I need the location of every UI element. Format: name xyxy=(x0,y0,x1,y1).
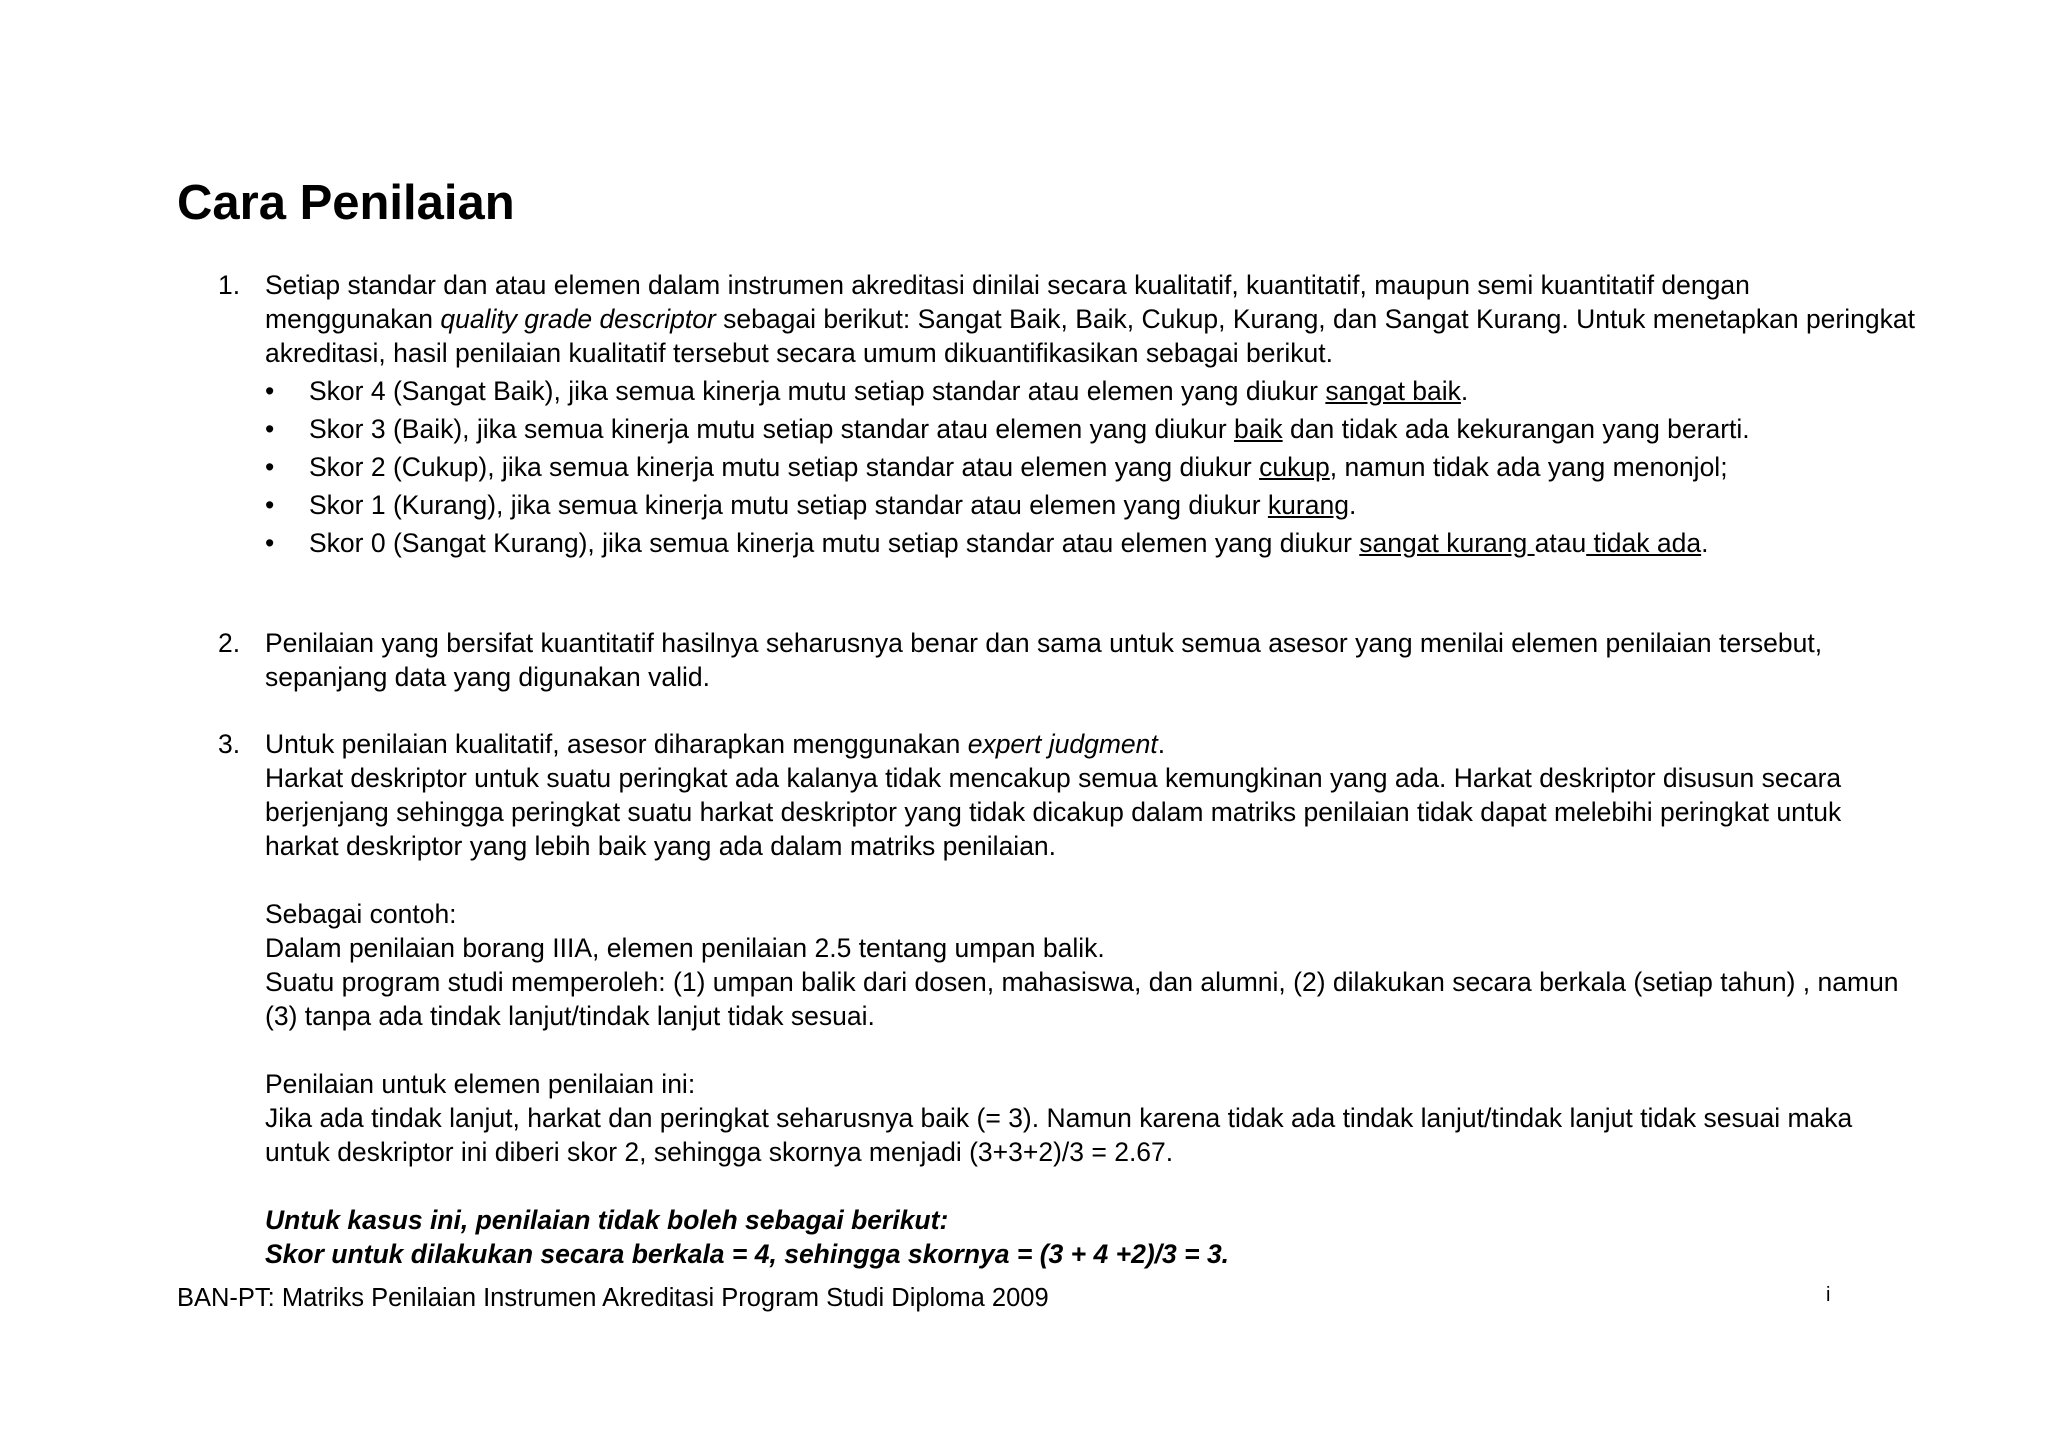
list-item-1 xyxy=(218,268,1918,564)
item-paragraph: Setiap standar dan atau elemen dalam instrumen akreditasi dinilai secara kualitatif, kuantitatif, maupun semi kuantitatif dengan menggunakan quality grade descriptor sebagai berikut: Sangat Baik, Baik, Cukup, Kurang, dan Sangat Kurang. Untuk menetapkan peringkat akreditasi, hasil penilaian kualitatif tersebut secara umum dikuantifikasikan sebagai berikut. xyxy=(265,270,1915,368)
bullet-icon: • xyxy=(265,376,275,406)
assessment-heading: Penilaian untuk elemen penilaian ini: xyxy=(265,1069,696,1099)
example-line: Suatu program studi memperoleh: (1) umpan balik dari dosen, mahasiswa, dan alumni, (2) dilakukan secara berkala (setiap tahun) , namun (3) tanpa ada tindak lanjut/tindak lanjut tidak sesuai. xyxy=(265,967,1899,1031)
bullet-icon: • xyxy=(265,528,275,558)
assessment-line: Jika ada tindak lanjut, harkat dan peringkat seharusnya baik (= 3). Namun karena tidak ada tindak lanjut/tindak lanjut tidak sesuai maka untuk deskriptor ini diberi skor 2, sehingga skornya menjadi (3+3+2)/3 = 2.67. xyxy=(265,1103,1853,1167)
item-number: 1. xyxy=(218,270,241,300)
score-item-2: • Skor 2 (Cukup), jika semua kinerja mutu setiap standar atau elemen yang diukur cukup, namun tidak ada yang menonjol; xyxy=(265,452,1728,482)
item-body: Penilaian yang bersifat kuantitatif hasilnya seharusnya benar dan sama untuk semua asesor yang menilai elemen penilaian tersebut, sepanjang data yang digunakan valid. xyxy=(265,628,1823,692)
item-body xyxy=(265,268,1918,560)
score-item-0: • Skor 0 (Sangat Kurang), jika semua kinerja mutu setiap standar atau elemen yang diukur sangat kurang atau tidak ada. xyxy=(265,528,1709,558)
score-list xyxy=(265,374,1918,560)
example-heading: Sebagai contoh: xyxy=(265,899,457,929)
score-item-4: • Skor 4 (Sangat Baik), jika semua kinerja mutu setiap standar atau elemen yang diukur sangat baik. xyxy=(265,376,1469,406)
score-item-3: • Skor 3 (Baik), jika semua kinerja mutu setiap standar atau elemen yang diukur baik dan tidak ada kekurangan yang berarti. xyxy=(265,414,1750,444)
page-footer: BAN-PT: Matriks Penilaian Instrumen Akreditasi Program Studi Diploma 2009 xyxy=(177,1284,1049,1312)
page-number: i xyxy=(1826,1284,1831,1306)
spacer xyxy=(265,1033,1918,1067)
item-lead: Untuk penilaian kualitatif, asesor diharapkan menggunakan expert judgment. xyxy=(265,729,1166,759)
page-title: Cara Penilaian xyxy=(177,176,515,230)
example-line: Dalam penilaian borang IIIA, elemen penilaian 2.5 tentang umpan balik. xyxy=(265,933,1105,963)
item-paragraph: Harkat deskriptor untuk suatu peringkat ada kalanya tidak mencakup semua kemungkinan yang ada. Harkat deskriptor disusun secara berjenjang sehingga peringkat suatu harkat deskriptor yang tidak dicakup dalam matriks penilaian tidak dapat melebihi peringkat untuk harkat deskriptor yang lebih baik yang ada dalam matriks penilaian. xyxy=(265,763,1842,861)
score-item-1: • Skor 1 (Kurang), jika semua kinerja mutu setiap standar atau elemen yang diukur kurang. xyxy=(265,490,1357,520)
item-body xyxy=(265,727,1918,1271)
bullet-icon: • xyxy=(265,414,275,444)
bold-note: Untuk kasus ini, penilaian tidak boleh sebagai berikut: xyxy=(265,1205,949,1235)
item-number: 3. xyxy=(218,729,241,759)
spacer xyxy=(265,863,1918,897)
bold-note: Skor untuk dilakukan secara berkala = 4, sehingga skornya = (3 + 4 +2)/3 = 3. xyxy=(265,1239,1230,1269)
spacer xyxy=(265,1169,1918,1203)
bullet-icon: • xyxy=(265,490,275,520)
list-item-3 xyxy=(218,727,1918,1271)
bullet-icon: • xyxy=(265,452,275,482)
list-item-2 xyxy=(218,626,1918,694)
item-number: 2. xyxy=(218,628,241,658)
